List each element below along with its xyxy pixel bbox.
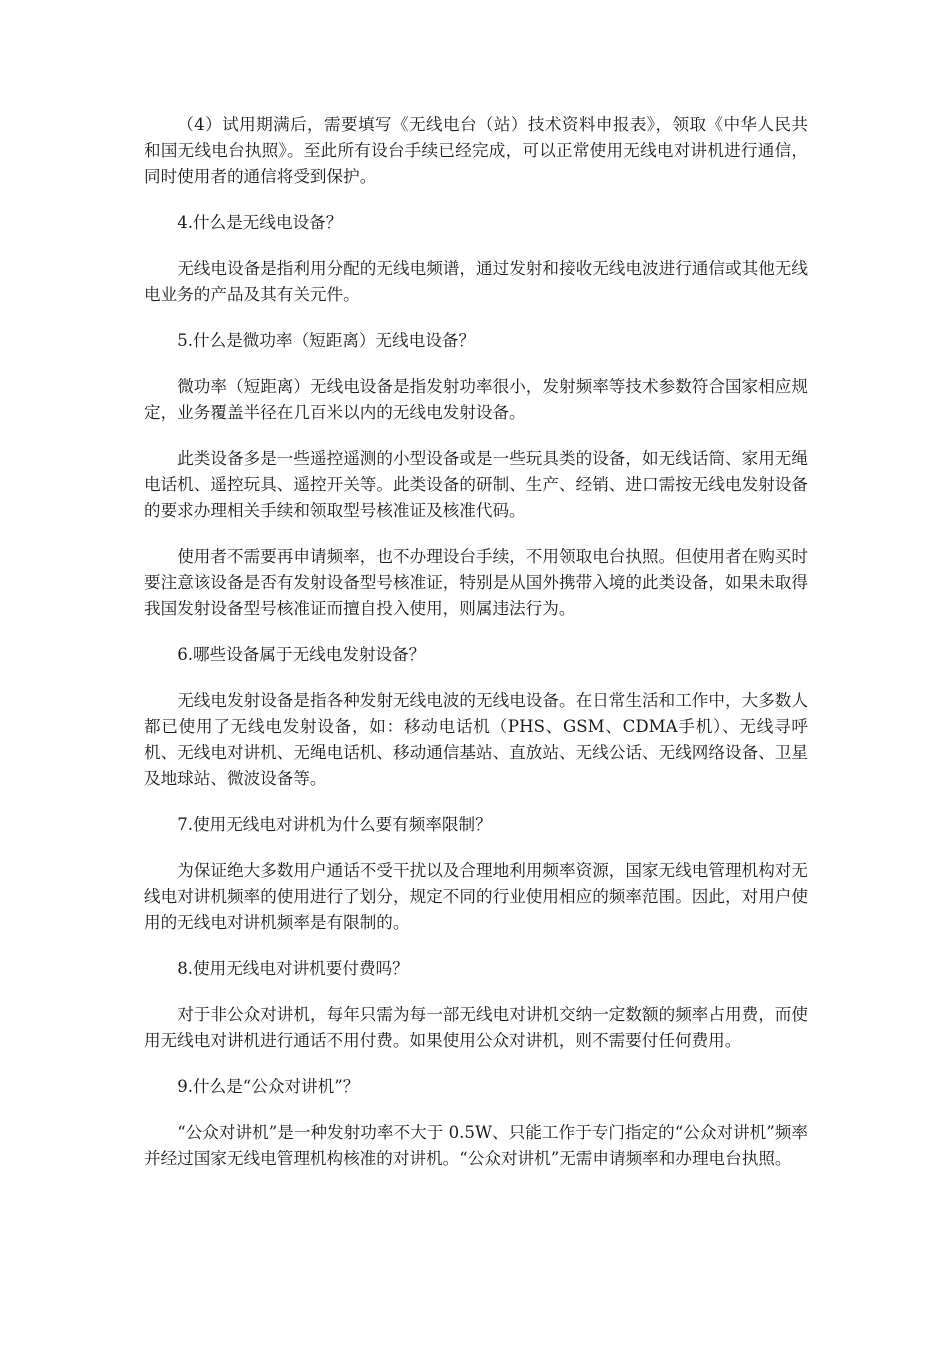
heading-q9: 9.什么是“公众对讲机”？ xyxy=(177,1077,360,1096)
heading-q8: 8.使用无线电对讲机要付费吗？ xyxy=(177,959,409,978)
paragraph-a5-2: 此类设备多是一些遥控遥测的小型设备或是一些玩具类的设备，如无线话筒、家用无绳电话机、遥控玩具、遥控开关等。此类设备的研制、生产、经销、进口需按无线电发射设备的要求办理相关手续和领取型号核准证及核准代码。 xyxy=(144,449,808,520)
paragraph-a4: 无线电设备是指利用分配的无线电频谱，通过发射和接收无线电波进行通信或其他无线电业务的产品及其有关元件。 xyxy=(144,259,808,304)
paragraph-a6: 无线电发射设备是指各种发射无线电波的无线电设备。在日常生活和工作中，大多数人都已使用了无线电发射设备，如：移动电话机（PHS、GSM、CDMA手机）、无线寻呼机、无线电对讲机、无绳电话机、移动通信基站、直放站、无线公话、无线网络设备、卫星及地球站、微波设备等。 xyxy=(144,691,808,788)
heading-q4: 4.什么是无线电设备？ xyxy=(177,213,343,232)
heading-q5: 5.什么是微功率（短距离）无线电设备？ xyxy=(177,331,476,350)
paragraph-a7: 为保证绝大多数用户通话不受干扰以及合理地利用频率资源，国家无线电管理机构对无线电对讲机频率的使用进行了划分，规定不同的行业使用相应的频率范围。因此，对用户使用的无线电对讲机频率是有限制的。 xyxy=(144,861,808,932)
heading-q7: 7.使用无线电对讲机为什么要有频率限制？ xyxy=(177,815,492,834)
paragraph-a5-1: 微功率（短距离）无线电设备是指发射功率很小，发射频率等技术参数符合国家相应规定，业务覆盖半径在几百米以内的无线电发射设备。 xyxy=(144,377,808,422)
document-page xyxy=(144,112,808,1192)
paragraph-a5-3: 使用者不需要再申请频率，也不办理设台手续，不用领取电台执照。但使用者在购买时要注意该设备是否有发射设备型号核准证，特别是从国外携带入境的此类设备，如果未取得我国发射设备型号核准证而擅自投入使用，则属违法行为。 xyxy=(144,547,808,618)
paragraph-a8: 对于非公众对讲机，每年只需为每一部无线电对讲机交纳一定数额的频率占用费，而使用无线电对讲机进行通话不用付费。如果使用公众对讲机，则不需要付任何费用。 xyxy=(144,1005,808,1050)
heading-q6: 6.哪些设备属于无线电发射设备？ xyxy=(177,645,426,664)
paragraph-a9: “公众对讲机”是一种发射功率不大于 0.5W、只能工作于专门指定的“公众对讲机”频率并经过国家无线电管理机构核准的对讲机。“公众对讲机”无需申请频率和办理电台执照。 xyxy=(144,1123,808,1168)
paragraph-trial-period: （4）试用期满后，需要填写《无线电台（站）技术资料申报表》，领取《中华人民共和国无线电台执照》。至此所有设台手续已经完成，可以正常使用无线电对讲机进行通信，同时使用者的通信将受到保护。 xyxy=(144,115,808,186)
